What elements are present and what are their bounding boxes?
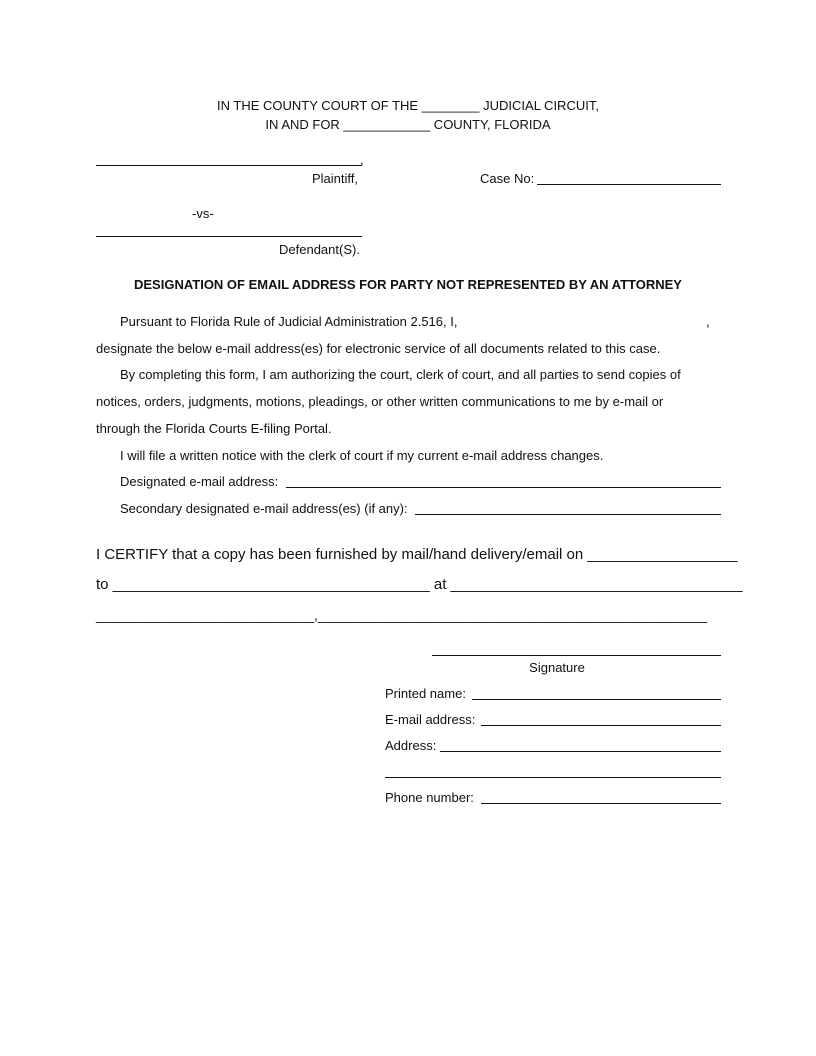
versus-label: -vs- <box>192 206 214 221</box>
para2-line1: By completing this form, I am authorizing the court, clerk of court, and all parties to send copies of <box>120 367 681 382</box>
court-caption-line2: IN AND FOR ____________ COUNTY, FLORIDA <box>265 117 551 132</box>
case-no-field[interactable] <box>537 184 721 185</box>
plaintiff-label: Plaintiff, <box>312 171 359 186</box>
defendant-label: Defendant(S). <box>279 242 360 257</box>
certify-line1: I CERTIFY that a copy has been furnished by mail/hand delivery/email on __________________ <box>96 546 738 563</box>
email-address-label: E-mail address: <box>385 712 476 727</box>
para2-line2: notices, orders, judgments, motions, pleadings, or other written communications to me by e-mail or <box>96 394 664 409</box>
signature-label: Signature <box>529 660 585 675</box>
phone-number-field[interactable] <box>481 803 721 804</box>
printed-name-label: Printed name: <box>385 686 466 701</box>
para2-line3: through the Florida Courts E-filing Portal. <box>96 421 332 436</box>
para3: I will file a written notice with the clerk of court if my current e-mail address changes. <box>120 448 604 463</box>
plaintiff-name-line[interactable] <box>96 165 362 166</box>
signature-field[interactable] <box>432 655 721 656</box>
secondary-email-label: Secondary designated e-mail address(es) (if any): <box>120 501 408 516</box>
address-field[interactable] <box>440 751 721 752</box>
email-address-field[interactable] <box>481 725 721 726</box>
case-no-label: Case No: <box>480 171 535 186</box>
certify-line3: ____________________________,__________________________________________________ <box>96 607 708 623</box>
court-caption-line1: IN THE COUNTY COURT OF THE ________ JUDICIAL CIRCUIT, <box>217 98 599 113</box>
form-title: DESIGNATION OF EMAIL ADDRESS FOR PARTY NOT REPRESENTED BY AN ATTORNEY <box>134 277 682 292</box>
designated-email-field[interactable] <box>286 487 721 488</box>
certify-line2: to ______________________________________ at ___________________________________ <box>96 576 743 593</box>
plaintiff-line-comma: , <box>360 152 364 167</box>
phone-number-label: Phone number: <box>385 790 474 805</box>
para1-comma: , <box>706 314 710 329</box>
para1-start: Pursuant to Florida Rule of Judicial Administration 2.516, I, <box>120 314 458 329</box>
address-field-line2[interactable] <box>385 777 721 778</box>
designated-email-label: Designated e-mail address: <box>120 474 279 489</box>
defendant-name-line[interactable] <box>96 236 362 237</box>
para1-continuation: designate the below e-mail address(es) for electronic service of all documents related to this case. <box>96 341 661 356</box>
address-label: Address: <box>385 738 437 753</box>
printed-name-field[interactable] <box>472 699 721 700</box>
secondary-email-field[interactable] <box>415 514 721 515</box>
